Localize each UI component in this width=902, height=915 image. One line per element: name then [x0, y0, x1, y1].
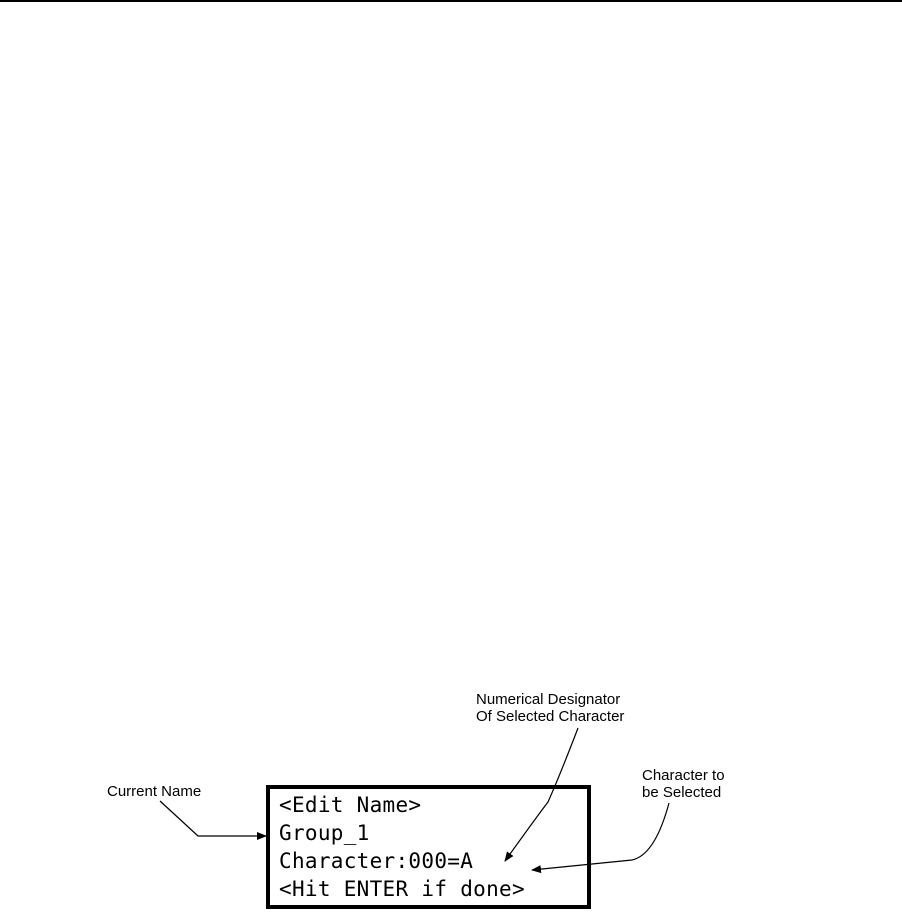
callout-character-to-be-selected: [642, 767, 725, 801]
callout-current-name: Current Name: [107, 783, 202, 800]
lcd-line-title: <Edit Name>: [279, 793, 422, 817]
callout-numerical-designator: [476, 691, 624, 725]
callout-numerical-designator-line2: Of Selected Character: [476, 708, 625, 725]
lcd-display: [266, 785, 591, 909]
lcd-line-instruction: <Hit ENTER if done>: [279, 877, 525, 901]
callout-character-to-line1: Character to: [642, 767, 725, 784]
arrow-current-name: [160, 801, 266, 836]
callout-character-to-line2: be Selected: [642, 784, 722, 801]
callout-numerical-designator-line1: Numerical Designator: [476, 691, 621, 708]
top-rule: [0, 0, 902, 2]
lcd-line-current-name: Group_1: [279, 821, 370, 845]
lcd-line-character: Character:000=A: [279, 849, 474, 873]
